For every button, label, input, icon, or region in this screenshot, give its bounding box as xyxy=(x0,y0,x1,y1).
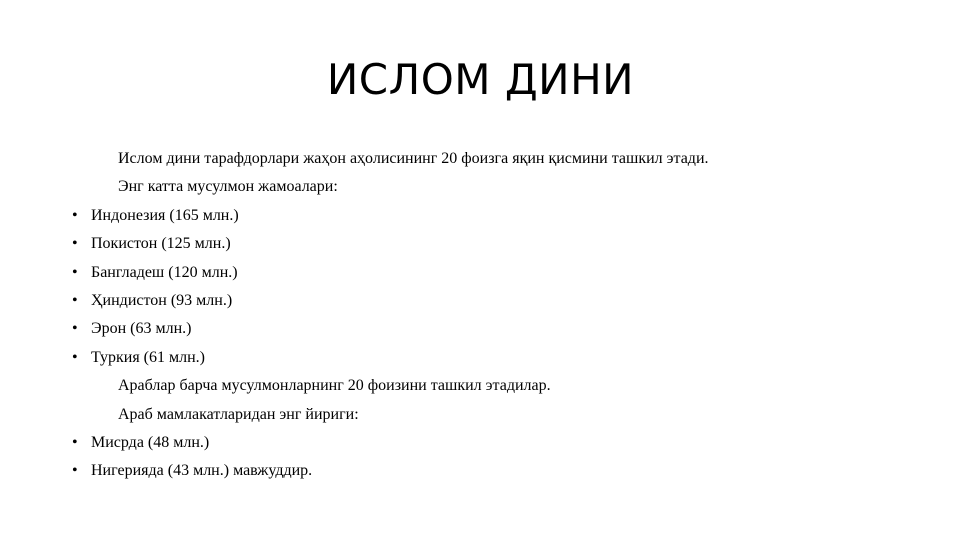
bullet-item-text: Бангладеш (120 млн.) xyxy=(91,263,238,281)
bullet-item-text: Ҳиндистон (93 млн.) xyxy=(91,291,233,309)
bullet-item xyxy=(72,429,912,457)
slide-title: ИСЛОМ ДИНИ xyxy=(326,55,635,104)
body-line-text: Араблар барча мусулмонларнинг 20 фоизини ташкил этадилар. xyxy=(118,377,551,395)
bullet-item-text: Покистон (125 млн.) xyxy=(91,235,231,253)
bullet-item-text: Нигерияда (43 млн.) мавжуддир. xyxy=(91,462,313,480)
bullet-icon: • xyxy=(72,320,78,338)
body-line xyxy=(72,401,912,429)
bullet-item-text: Туркия (61 млн.) xyxy=(91,348,205,366)
bullet-icon: • xyxy=(72,206,78,224)
body-line xyxy=(72,372,912,400)
bullet-icon: • xyxy=(72,291,78,309)
bullet-item-text: Индонезия (165 млн.) xyxy=(91,206,239,224)
bullet-item xyxy=(72,287,912,315)
bullet-item xyxy=(72,344,912,372)
bullet-item xyxy=(72,259,912,287)
bullet-item-text: Эрон (63 млн.) xyxy=(91,320,192,338)
body-line-text: Араб мамлакатларидан энг йириги: xyxy=(118,405,359,423)
bullet-item xyxy=(72,202,912,230)
bullet-icon: • xyxy=(72,348,78,366)
bullet-item xyxy=(72,315,912,343)
bullet-item xyxy=(72,457,912,485)
body-line-text: Энг катта мусулмон жамоалари: xyxy=(118,178,338,196)
bullet-icon: • xyxy=(72,263,78,281)
bullet-icon: • xyxy=(72,462,78,480)
bullet-icon: • xyxy=(72,433,78,451)
bullet-icon: • xyxy=(72,235,78,253)
body-line xyxy=(72,145,912,173)
bullet-item-text: Мисрда (48 млн.) xyxy=(91,433,210,451)
bullet-item xyxy=(72,230,912,258)
body-line xyxy=(72,173,912,201)
slide-body xyxy=(72,145,912,486)
body-line-text: Ислом дини тарафдорлари жаҳон аҳолисининг 20 фоизга яқин қисмини ташкил этади. xyxy=(118,150,709,167)
